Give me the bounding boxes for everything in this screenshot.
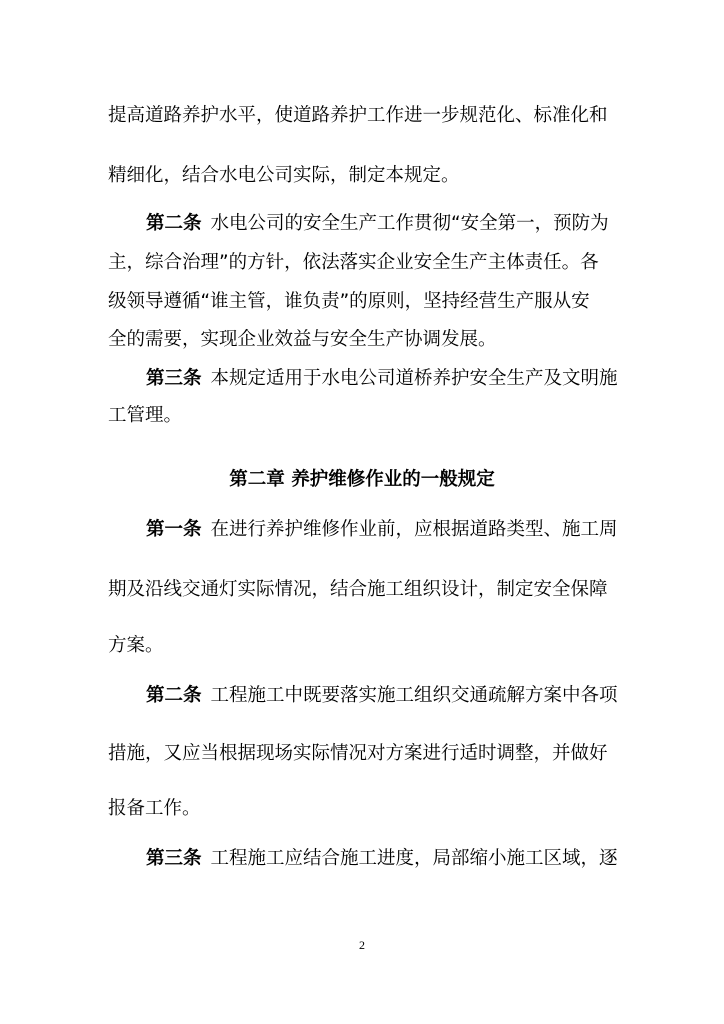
text-line: 在进行养护维修作业前，应根据道路类型、施工周 (210, 519, 618, 540)
text-line: 精细化，结合水电公司实际，制定本规定。 (108, 165, 460, 186)
article-label: 第二条 (146, 213, 202, 234)
text-line: 措施，又应当根据现场实际情况对方案进行适时调整，并做好 (108, 743, 608, 764)
text-line: 水电公司的安全生产工作贯彻“安全第一，预防为 (210, 213, 609, 234)
article-paragraph-start (146, 212, 609, 236)
chapter-heading: 第二章 养护维修作业的一般规定 (229, 469, 495, 490)
text-line: 报备工作。 (108, 798, 201, 819)
text-line: 工程施工应结合施工进度，局部缩小施工区域，逐 (210, 848, 618, 869)
text-line: 本规定适用于水电公司道桥养护安全生产及文明施 (210, 368, 618, 389)
article-label: 第二条 (146, 685, 202, 706)
article-paragraph-start (146, 684, 618, 708)
article-paragraph-start (146, 518, 618, 542)
text-line: 工程施工中既要落实施工组织交通疏解方案中各项 (210, 685, 618, 706)
text-line: 全的需要，实现企业效益与安全生产协调发展。 (108, 329, 497, 350)
text-line: 主，综合治理”的方针，依法落实企业安全生产主体责任。各 (108, 252, 599, 273)
page-number: 2 (359, 938, 365, 952)
text-line: 工管理。 (108, 405, 183, 426)
article-label: 第三条 (146, 368, 202, 389)
text-line: 期及沿线交通灯实际情况，结合施工组织设计，制定安全保障 (108, 579, 608, 600)
article-paragraph-start (146, 367, 618, 391)
text-line: 级领导遵循“谁主管，谁负责”的原则，坚持经营生产服从安 (108, 291, 590, 312)
text-line: 提高道路养护水平，使道路养护工作进一步规范化、标准化和 (108, 105, 608, 126)
article-label: 第一条 (146, 519, 202, 540)
article-label: 第三条 (146, 848, 202, 869)
article-paragraph-start (146, 847, 618, 871)
text-line: 方案。 (108, 635, 164, 656)
